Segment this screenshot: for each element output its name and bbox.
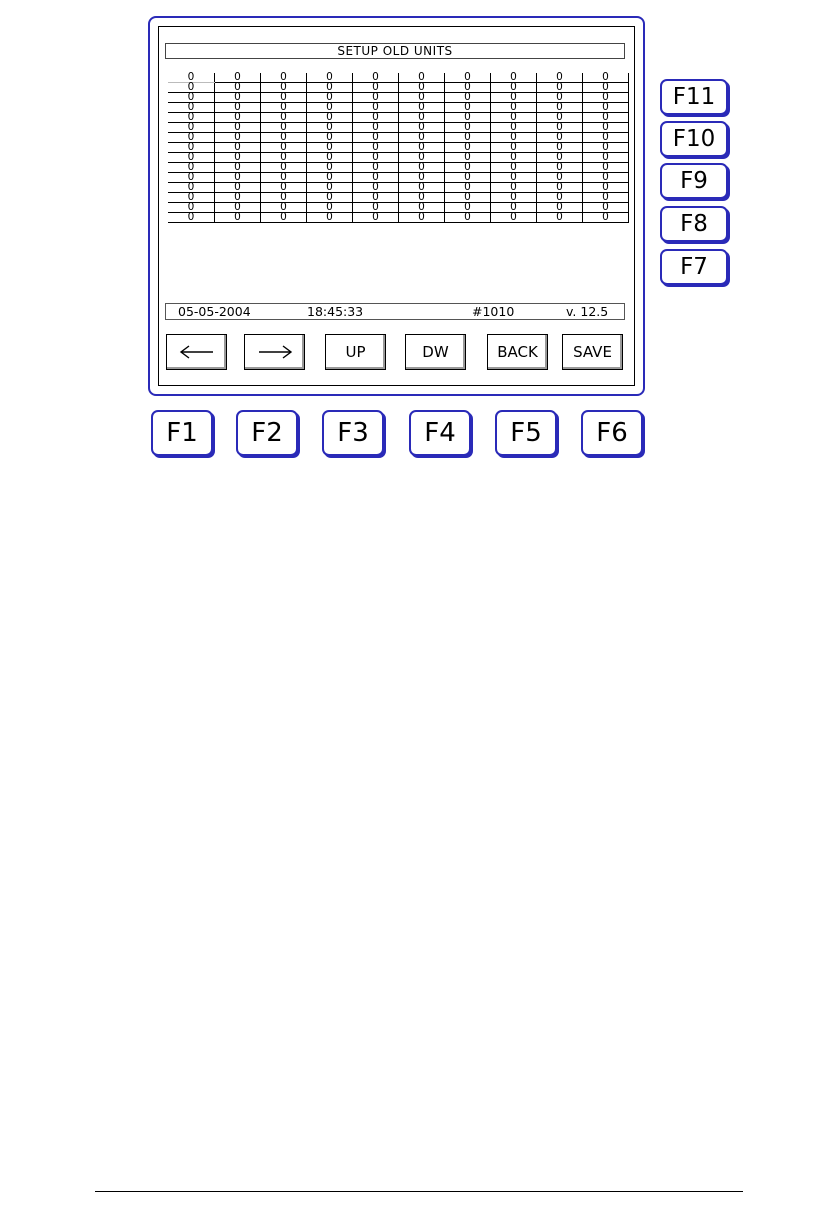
f6-key[interactable]: F6 <box>581 410 643 456</box>
table-cell[interactable]: 0 <box>445 163 491 173</box>
table-cell[interactable]: 0 <box>307 143 353 153</box>
table-cell[interactable]: 0 <box>353 213 399 223</box>
table-cell[interactable]: 0 <box>537 183 583 193</box>
table-cell[interactable]: 0 <box>583 83 629 93</box>
table-cell[interactable]: 0 <box>491 103 537 113</box>
table-cell[interactable]: 0 <box>168 213 215 223</box>
table-cell[interactable]: 0 <box>491 143 537 153</box>
table-cell[interactable]: 0 <box>583 153 629 163</box>
table-cell[interactable]: 0 <box>399 203 445 213</box>
left-button[interactable] <box>166 334 227 370</box>
table-cell[interactable]: 0 <box>307 183 353 193</box>
table-cell[interactable]: 0 <box>215 163 261 173</box>
table-cell[interactable]: 0 <box>445 203 491 213</box>
table-cell[interactable]: 0 <box>445 73 491 83</box>
table-cell[interactable]: 0 <box>491 93 537 103</box>
table-cell[interactable]: 0 <box>445 123 491 133</box>
table-cell[interactable]: 0 <box>215 113 261 123</box>
table-cell[interactable]: 0 <box>215 193 261 203</box>
table-cell[interactable]: 0 <box>215 103 261 113</box>
table-cell[interactable]: 0 <box>445 93 491 103</box>
table-cell[interactable]: 0 <box>537 153 583 163</box>
table-cell[interactable]: 0 <box>168 193 215 203</box>
table-cell[interactable]: 0 <box>537 173 583 183</box>
table-cell[interactable]: 0 <box>583 213 629 223</box>
table-cell[interactable]: 0 <box>583 103 629 113</box>
table-cell[interactable]: 0 <box>491 153 537 163</box>
table-cell[interactable]: 0 <box>537 213 583 223</box>
table-cell[interactable]: 0 <box>583 73 629 83</box>
table-cell[interactable]: 0 <box>307 153 353 163</box>
table-cell[interactable]: 0 <box>353 183 399 193</box>
table-cell[interactable]: 0 <box>353 163 399 173</box>
down-button[interactable]: DW <box>405 334 466 370</box>
table-cell[interactable]: 0 <box>583 173 629 183</box>
table-cell[interactable]: 0 <box>353 103 399 113</box>
table-cell[interactable]: 0 <box>445 133 491 143</box>
table-cell[interactable]: 0 <box>491 193 537 203</box>
table-cell[interactable]: 0 <box>307 193 353 203</box>
table-cell[interactable]: 0 <box>583 113 629 123</box>
table-cell[interactable]: 0 <box>491 173 537 183</box>
table-cell[interactable]: 0 <box>168 133 215 143</box>
table-cell[interactable]: 0 <box>353 153 399 163</box>
status-id: #1010 <box>472 304 515 319</box>
table-cell[interactable]: 0 <box>307 133 353 143</box>
table-cell[interactable]: 0 <box>491 83 537 93</box>
table-cell[interactable]: 0 <box>537 133 583 143</box>
table-cell[interactable]: 0 <box>307 213 353 223</box>
table-cell[interactable]: 0 <box>261 213 307 223</box>
table-cell[interactable]: 0 <box>445 213 491 223</box>
table-cell[interactable]: 0 <box>537 203 583 213</box>
table-cell[interactable]: 0 <box>215 143 261 153</box>
table-cell[interactable]: 0 <box>583 143 629 153</box>
table-cell[interactable]: 0 <box>583 133 629 143</box>
f7-key[interactable]: F7 <box>660 249 728 285</box>
table-cell[interactable]: 0 <box>399 163 445 173</box>
table-cell[interactable]: 0 <box>261 193 307 203</box>
table-cell[interactable]: 0 <box>353 193 399 203</box>
table-cell[interactable]: 0 <box>491 123 537 133</box>
table-cell[interactable]: 0 <box>215 153 261 163</box>
units-table <box>168 73 629 223</box>
page-divider <box>95 1191 743 1192</box>
f1-key[interactable]: F1 <box>151 410 213 456</box>
table-cell[interactable]: 0 <box>537 143 583 153</box>
table-cell[interactable]: 0 <box>307 83 353 93</box>
table-cell[interactable]: 0 <box>445 113 491 123</box>
table-cell[interactable]: 0 <box>537 103 583 113</box>
table-cell[interactable]: 0 <box>399 153 445 163</box>
right-arrow-icon <box>257 345 293 359</box>
table-cell[interactable]: 0 <box>537 93 583 103</box>
table-cell[interactable]: 0 <box>583 93 629 103</box>
f4-key[interactable]: F4 <box>409 410 471 456</box>
table-cell[interactable]: 0 <box>168 173 215 183</box>
table-cell[interactable]: 0 <box>491 163 537 173</box>
table-cell[interactable]: 0 <box>491 203 537 213</box>
table-cell[interactable]: 0 <box>261 73 307 83</box>
table-cell[interactable]: 0 <box>168 93 215 103</box>
table-cell[interactable]: 0 <box>583 193 629 203</box>
table-cell[interactable]: 0 <box>353 123 399 133</box>
f10-key[interactable]: F10 <box>660 121 728 157</box>
table-cell[interactable]: 0 <box>537 73 583 83</box>
table-cell[interactable]: 0 <box>353 133 399 143</box>
f9-key[interactable]: F9 <box>660 163 728 199</box>
table-cell[interactable]: 0 <box>491 133 537 143</box>
table-cell[interactable]: 0 <box>399 103 445 113</box>
table-cell[interactable]: 0 <box>399 213 445 223</box>
table-cell[interactable]: 0 <box>168 183 215 193</box>
table-cell[interactable]: 0 <box>215 183 261 193</box>
table-cell[interactable]: 0 <box>215 213 261 223</box>
table-cell[interactable]: 0 <box>215 203 261 213</box>
table-cell[interactable]: 0 <box>399 83 445 93</box>
f5-key[interactable]: F5 <box>495 410 557 456</box>
title-bar <box>165 43 627 63</box>
table-cell[interactable]: 0 <box>445 153 491 163</box>
table-row <box>168 213 629 223</box>
table-cell[interactable]: 0 <box>168 103 215 113</box>
table-cell[interactable]: 0 <box>168 143 215 153</box>
table-cell[interactable]: 0 <box>215 123 261 133</box>
table-cell[interactable]: 0 <box>353 83 399 93</box>
table-cell[interactable]: 0 <box>261 83 307 93</box>
table-cell[interactable]: 0 <box>537 83 583 93</box>
table-cell[interactable]: 0 <box>215 133 261 143</box>
table-cell[interactable]: 0 <box>399 93 445 103</box>
table-cell[interactable]: 0 <box>491 213 537 223</box>
table-cell[interactable]: 0 <box>215 173 261 183</box>
table-cell[interactable]: 0 <box>445 103 491 113</box>
table-cell[interactable]: 0 <box>261 93 307 103</box>
table-cell[interactable]: 0 <box>353 93 399 103</box>
f3-key[interactable]: F3 <box>322 410 384 456</box>
table-cell[interactable]: 0 <box>399 73 445 83</box>
table-cell[interactable]: 0 <box>261 113 307 123</box>
table-cell[interactable]: 0 <box>353 143 399 153</box>
status-date: 05-05-2004 <box>178 304 251 319</box>
table-cell[interactable]: 0 <box>491 183 537 193</box>
table-cell[interactable]: 0 <box>583 203 629 213</box>
table-cell[interactable]: 0 <box>491 73 537 83</box>
table-cell[interactable]: 0 <box>261 173 307 183</box>
table-cell[interactable]: 0 <box>353 113 399 123</box>
table-cell[interactable]: 0 <box>261 163 307 173</box>
table-cell[interactable]: 0 <box>399 143 445 153</box>
table-cell[interactable]: 0 <box>168 123 215 133</box>
table-cell[interactable]: 0 <box>353 203 399 213</box>
table-cell[interactable]: 0 <box>261 133 307 143</box>
table-cell[interactable]: 0 <box>168 203 215 213</box>
table-cell[interactable]: 0 <box>399 113 445 123</box>
table-cell[interactable]: 0 <box>261 143 307 153</box>
table-cell[interactable]: 0 <box>445 183 491 193</box>
table-cell[interactable]: 0 <box>261 103 307 113</box>
table-cell[interactable]: 0 <box>168 73 215 83</box>
f2-key[interactable]: F2 <box>236 410 298 456</box>
table-cell[interactable]: 0 <box>307 163 353 173</box>
up-button[interactable]: UP <box>325 334 386 370</box>
table-cell[interactable]: 0 <box>307 123 353 133</box>
f8-key[interactable]: F8 <box>660 206 728 242</box>
table-cell[interactable]: 0 <box>353 73 399 83</box>
table-cell[interactable]: 0 <box>353 173 399 183</box>
table-cell[interactable]: 0 <box>261 203 307 213</box>
table-cell[interactable]: 0 <box>399 193 445 203</box>
table-cell[interactable]: 0 <box>399 183 445 193</box>
table-cell[interactable]: 0 <box>399 123 445 133</box>
right-button[interactable] <box>244 334 305 370</box>
table-cell[interactable]: 0 <box>491 113 537 123</box>
table-cell[interactable]: 0 <box>537 123 583 133</box>
table-cell[interactable]: 0 <box>307 103 353 113</box>
table-cell[interactable]: 0 <box>168 153 215 163</box>
left-arrow-icon <box>179 345 215 359</box>
table-cell[interactable]: 0 <box>307 73 353 83</box>
table-cell[interactable]: 0 <box>583 183 629 193</box>
page-title: SETUP OLD UNITS <box>165 43 625 59</box>
table-cell[interactable]: 0 <box>261 153 307 163</box>
table-cell[interactable]: 0 <box>168 113 215 123</box>
table-cell[interactable]: 0 <box>445 173 491 183</box>
table-cell[interactable]: 0 <box>307 173 353 183</box>
table-cell[interactable]: 0 <box>307 203 353 213</box>
table-cell[interactable]: 0 <box>215 83 261 93</box>
table-cell[interactable]: 0 <box>583 163 629 173</box>
table-cell[interactable]: 0 <box>215 93 261 103</box>
table-cell[interactable]: 0 <box>307 113 353 123</box>
table-cell[interactable]: 0 <box>583 123 629 133</box>
status-bar <box>165 303 625 320</box>
table-cell[interactable]: 0 <box>537 113 583 123</box>
back-button[interactable]: BACK <box>487 334 548 370</box>
table-cell[interactable]: 0 <box>445 193 491 203</box>
table-cell[interactable]: 0 <box>261 183 307 193</box>
table-cell[interactable]: 0 <box>399 173 445 183</box>
table-cell[interactable]: 0 <box>445 143 491 153</box>
table-cell[interactable]: 0 <box>307 93 353 103</box>
table-cell[interactable]: 0 <box>168 83 215 93</box>
table-cell[interactable]: 0 <box>168 163 215 173</box>
table-cell[interactable]: 0 <box>537 193 583 203</box>
table-cell[interactable]: 0 <box>399 133 445 143</box>
table-cell[interactable]: 0 <box>537 163 583 173</box>
status-version: v. 12.5 <box>566 304 609 319</box>
f11-key[interactable]: F11 <box>660 79 728 115</box>
save-button[interactable]: SAVE <box>562 334 623 370</box>
table-cell[interactable]: 0 <box>261 123 307 133</box>
status-time: 18:45:33 <box>307 304 364 319</box>
table-cell[interactable]: 0 <box>445 83 491 93</box>
table-cell[interactable]: 0 <box>215 73 261 83</box>
